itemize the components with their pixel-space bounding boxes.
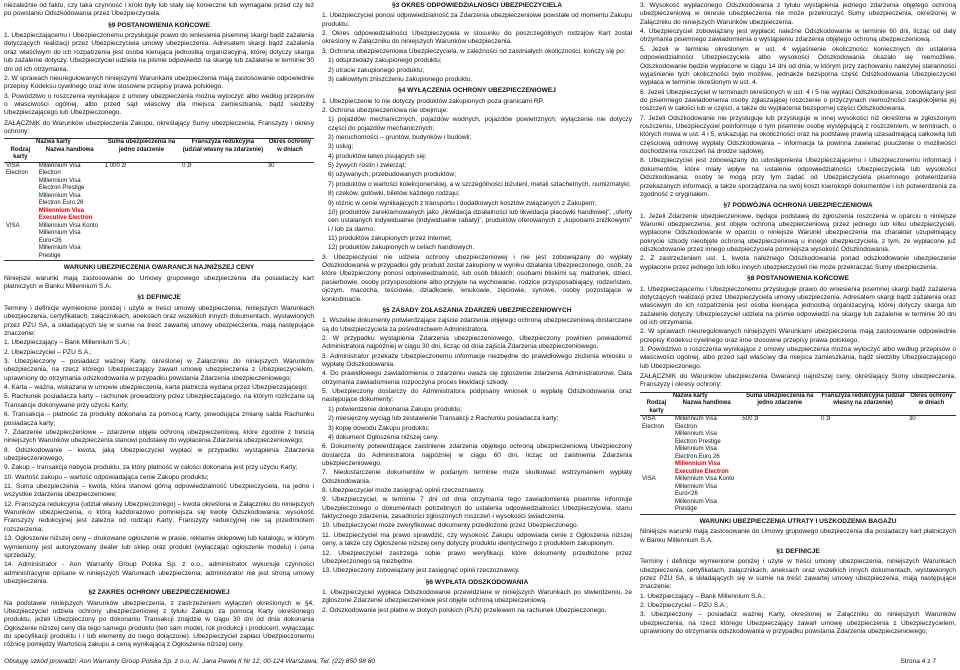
list-item: 2. Ubezpieczyciel – PZU S.A.;	[4, 348, 92, 356]
section-items	[640, 286, 956, 372]
column-left	[4, 2, 314, 651]
definitions-list	[640, 593, 956, 637]
period-cell	[907, 484, 956, 499]
list-item: 8. Ubezpieczyciel jest zobowiązany do udostępnienia Ubezpieczającemu i Ubezpieczonemu informacji i dokumentów, które miały wpływ na ustalenie odpowiedzialności Ubezpieczyciela lub wysokości Odszkodowania; osoby te mogą przy tym żądać od Ubezpieczyciela pisemnego potwierdzenia przekazanych informacji, a także sporządzania na swój koszt kserokopii dokumentów i ich potwierdzenia za zgodność z oryginałem.	[640, 157, 956, 198]
sum-cell	[103, 178, 180, 193]
card-type-cell	[4, 193, 37, 208]
table-header-franchise: Franszyza redukcyjna (udział własny na zdarzenie)	[819, 392, 907, 416]
page-footer	[4, 658, 956, 666]
list-item: 11) produktów zakupionych przez Internet;	[328, 234, 452, 242]
period-cell	[266, 208, 314, 223]
list-item: 1. Wszelkie dokumenty potwierdzające zajście zdarzenia objętego ochroną ubezpieczeniową dostarczane są do Ubezpieczyciela za pośrednictwem Administratora.	[322, 317, 632, 333]
table-header-trade: Nazwa handlowa	[37, 147, 103, 163]
list-item: 2. W sprawach nieuregulowanych niniejszymi Warunkami ubezpieczenia mają zastosowanie odpowiednie przepisy Kodeksu cywilnego oraz inne stosowne przepisy prawa polskiego.	[640, 328, 956, 344]
list-item: 1. Ubezpieczającemu i Ubezpieczonemu przysługuje prawo do wniesienia pisemnej skargi bądź zażalenia dotyczących realizacji przez Ubezpieczyciela umowy ubezpieczenia. Adresatem skargi bądź zażalenia oraz właściwym do ich rozpatrzenia jest osoba kierująca jednostką organizacyjną, której dotyczy skarga lub zażalenie dotyczy. Ubezpieczyciel udziela na piśmie odpowiedzi na skargę lub zażalenie w terminie 30 dni od ich otrzymania.	[4, 32, 314, 73]
list-item: 1. Ubezpieczyciel wypłaca Odszkodowanie przewidziane w niniejszych Warunkach po stwierdzeniu, że zgłoszone Zdarzenie ubezpieczeniowe jest objęte ochroną ubezpieczeniową.	[322, 589, 632, 605]
card-type-cell: VISA Electron	[642, 416, 665, 430]
table-header-period: Okres ochrony w dniach	[907, 392, 956, 416]
definitions-intro: Terminy i definicje wymienione poniżej i użyte w treści umowy ubezpieczenia, niniejszych Warunkach ubezpieczenia, certyfikatach, załącznikach, aneksach oraz wszelkich innych dokumentach, wystawionych przez PZU SA, a składających się w sumie na treść zawartej umowy ubezpieczenia, mają następujące znaczenie:	[4, 304, 314, 337]
list-item: 4) dokument Ogłoszenia niższej ceny.	[328, 433, 439, 441]
franchise-cell: 0 zł	[821, 416, 831, 423]
card-type-cell: VISA	[6, 222, 20, 229]
section-title: §7 PODWÓJNA OCHRONA UBEZPIECZENIOWA	[723, 202, 873, 210]
list-item: 3. Wysokość wypłaconego Odszkodowania z tytułu wystąpienia jednego zdarzenia objętego ochroną ubezpieczeniową w okresie ubezpieczenia nie może przekroczyć Sumy ubezpieczenia, określonej w Załączniku do niniejszych Warunków ubezpieczenia.	[640, 2, 956, 26]
trade-name-cell: Millennium Visa Executive Electron	[38, 207, 93, 222]
period-cell	[907, 446, 956, 461]
franchise-cell: 0 zł	[182, 162, 192, 169]
period-cell	[907, 431, 956, 446]
list-item: 2. Ubezpieczyciel – PZU S.A.;	[640, 602, 728, 610]
table-row	[640, 461, 956, 476]
trade-name-cell: Millennium Visa Electron	[38, 162, 81, 177]
franchise-cell	[180, 223, 266, 231]
section-title: §2 ZAKRES OCHRONY UBEZPIECZENIOWEJ	[88, 589, 230, 597]
period-cell	[266, 193, 314, 208]
list-item: 1. Ubezpieczający – Bank Millennium S.A.;	[4, 339, 130, 347]
list-item: 2. Odszkodowanie jest płatne w złotych polskich (PLN) przelewem na rachunek Ubezpieczonego.	[322, 606, 607, 614]
coverage-table	[4, 138, 314, 261]
list-item: 12. Franszyza redukcyjna (udział własny Ubezpieczonego) – kwota określona w Załączniku do niniejszych Warunków ubezpieczenia, o którą każdorazowo pomniejsza się kwotę Odszkodowania; wysokość Franszyzy redukcyjnej jest zależna od rodzaju Karty; Franszyzy redukcyjnej nie są przedmiotem rozszerzenia;	[4, 500, 314, 533]
period-cell	[266, 245, 314, 261]
list-item: 7. Jeżeli Odszkodowanie nie przysługuje lub przysługuje w innej wysokości niż określona w zgłoszonym roszczeniu, Ubezpieczyciel poinformuje o tym pisemnie osobę występującą z roszczeniem, w terminach, o których mowa w ust. 4 i 5, wskazując na okoliczności oraz na podstawę prawną uzasadniającą całkowitą lub częściową odmowę wypłaty Odszkodowania – informacja ta powinna zawierać pouczenie o możliwości dochodzenia roszczeń na drodze sądowej.	[640, 114, 956, 156]
franchise-cell	[819, 431, 907, 446]
card-type-cell	[640, 446, 673, 461]
trade-name-cell: Millennium Visa Prestige	[673, 499, 740, 515]
franchise-cell	[819, 484, 907, 499]
list-item: 2. Z zastrzeżeniem ust. 1, kwota należnego Odszkodowania ponad odszkodowanie ubezpieczenie wypłacone przez jednego lub kilku innych ubezpieczycieli nie może przekraczać Sumy ubezpieczenia.	[640, 255, 956, 271]
table-row	[640, 499, 956, 515]
list-item: 8. Odszkodowanie – kwota, jaką Ubezpieczyciel wypłaci w przypadku wystąpienia Zdarzenia ubezpieczeniowego;	[4, 446, 314, 462]
list-item: 10) produktów zareklamowanych jako „likwidacja działalności lub likwidacja placówki handlowej”, „oferty cen ustalanych indywidualnie (indywidualne rabaty)”, produktów oferowanych z „kuponami zniżkowymi” i / lub za darmo;	[328, 208, 632, 233]
sum-cell	[740, 476, 819, 484]
table-row	[640, 484, 956, 499]
section-items	[322, 98, 632, 304]
franchise-cell	[180, 208, 266, 223]
table-header-period: Okres ochrony w dniach	[266, 139, 314, 163]
trade-name-cell: Millennium Visa Prestige	[37, 245, 103, 261]
section-items	[640, 213, 956, 273]
list-item: 5) żywych roślin i zwierząt;	[328, 162, 407, 170]
list-item: 9. Ubezpieczyciel, w terminie 7 dni od dnia otrzymania tego zawiadomienia pisemnie informuje Ubezpieczonego o dokumentach potrzebnych do ustalenia odpowiedzialności Ubezpieczyciela, stanu faktycznego zdarzenia, zasadności zgłoszonych roszczeń i wysokości świadczenia.	[322, 496, 632, 521]
list-item: 3) kopię dowodu Zakupu produktu;	[328, 424, 430, 432]
franchise-cell	[180, 245, 266, 261]
table-row	[640, 476, 956, 484]
section-title: §8 POSTANOWIENIA KOŃCOWE	[747, 275, 849, 283]
list-item: 11. Ubezpieczyciel ma prawo sprawdzić, czy wysokość Zakupu odpowiada cenie z Ogłoszenia niższej ceny, a także czy Ogłoszenie niższej ceny dotyczy produktu identycznego z produktem zakupionym.	[322, 531, 632, 548]
sum-cell	[103, 208, 180, 223]
period-cell	[907, 476, 956, 484]
sum-cell	[103, 245, 180, 261]
table-row	[4, 245, 314, 261]
list-item: 13. Ubezpieczony zobowiązany jest zasięgnąć opinii rzeczoznawcy.	[322, 567, 520, 575]
list-item: 4. Ubezpieczyciel zobowiązany jest wypłacić należne Odszkodowanie w terminie 60 dni, licząc od daty otrzymania pisemnego zawiadomienia o wystąpieniu zdarzenia objętego ochroną ubezpieczeniową.	[640, 28, 956, 44]
card-type-cell: VISA Electron	[6, 162, 29, 177]
definitions-list	[4, 339, 314, 586]
trade-name-cell: Millennium Visa Euro<26	[38, 230, 81, 244]
scope-paragraph: Na podstawie niniejszych Warunków ubezpieczenia, z zastrzeżeniem wyłączeń określonych w §4, Ubezpieczyciel udziela ochrony ubezpieczeniowej z tytułu Zakupu za pomocą Karty określonego produktu, jeżeli Ubezpieczony po dokonaniu Transakcji znajdzie w ciągu 30 dni od dnia dokonania Ogłoszenie niższej ceny dla tego samego produktu (ten sam model, rok produkcji i producent, wyłączając do specyfikacji produktu i / lub elementy do niego dołączone). Ubezpieczyciel zapłaci Ubezpieczonemu różnicę pomiędzy Wartością zakupu a ceną wynikającą z Ogłoszenia niższej ceny.	[4, 599, 314, 649]
sum-cell	[103, 223, 180, 231]
section-title: §4 WYŁĄCZENIA OCHRONY UBEZPIECZENIOWEJ	[398, 87, 556, 95]
table-header-franchise: Franszyza redukcyjna (udział własny na zdarzenie)	[180, 139, 266, 163]
list-item: 4) produktów łatwo psujących się;	[328, 152, 427, 160]
trade-name-cell: Millennium Visa Electron Prestige	[674, 431, 721, 445]
period-cell	[266, 223, 314, 231]
table-row	[4, 223, 314, 231]
period-cell: 30	[267, 162, 275, 169]
franchise-cell	[819, 461, 907, 476]
list-item: 3. Ubezpieczony – posiadacz ważnej Karty, określonej w Załączniku do niniejszych Warunków ubezpieczenia, na rzecz którego Ubezpieczający zawarł umowę ubezpieczenia z Ubezpieczycielem, uprawniony do otrzymania odszkodowania w przypadku powstania Zdarzenia ubezpieczeniowego;	[4, 357, 314, 382]
table-row	[4, 230, 314, 245]
section-items	[640, 2, 956, 199]
list-item: 3. Powództwo o roszczenia wynikające z umowy ubezpieczenia można wytoczyć albo według przepisów o właściwości ogólnej, albo przed sąd właściwy dla miejsca zamieszkania, bądź siedziby Ubezpieczającego lub Ubezpieczonego.	[640, 346, 956, 370]
card-type-cell	[4, 245, 37, 261]
franchise-cell	[819, 499, 907, 515]
list-item: 1. Ubezpieczyciel ponosi odpowiedzialność za Zdarzenia ubezpieczeniowe powstałe od momentu Zakupu produktu.	[322, 12, 632, 28]
list-item: 2) miesięczny wyciąg lub zestawienie Transakcji z Rachunku posiadacza karty;	[328, 415, 559, 423]
table-header-type: Rodzaj karty	[4, 147, 37, 163]
trade-name-cell: Millennium Visa Electron Prestige	[38, 177, 85, 192]
list-item: 7. Zdarzenie ubezpieczeniowe – zdarzenie objęte ochroną ubezpieczeniową, które zgodnie z treścią niniejszych Warunków ubezpieczenia stanowi podstawę do wypłacenia Zdarzenia ubezpieczeniowego;	[4, 428, 314, 445]
sum-cell	[740, 461, 819, 476]
list-item: 5. Jeżeli w terminie określonym w ust. 4 wyjaśnienie okoliczności koniecznych do ustalenia odpowiedzialności Ubezpieczyciela albo wysokości Odszkodowania okazało się niemożliwe, Odszkodowanie będzie wypłacone w ciągu 14 dni od dnia, w którym przy zachowaniu należytej staranności wyjaśnienie tych okoliczności było możliwe, jednakże bezsporna część Odszkodowania Ubezpieczyciel wypłaca w terminie określonym w ust. 4.	[640, 45, 956, 87]
franchise-cell	[180, 230, 266, 245]
list-item: 7. Niedostarczenie dokumentów w podanym terminie może skutkować wstrzymaniem wypłaty Odszkodowania.	[322, 469, 632, 485]
list-item: 2) nieruchomości – gruntów, budynków i budowli;	[328, 134, 472, 142]
list-item: 1. Jeżeli Zdarzenie ubezpieczeniowe, będące podstawą do zgłoszenia roszczenia w oparciu o niniejsze Warunki ubezpieczenia, jest objęte ochroną ubezpieczeniową przez jednego lub kilku ubezpieczycieli, wypłacone Odszkodowanie w oparciu o niniejsze Warunki ubezpieczenia ma charakter uzupełniający pokrycie szkody nieobjęte ochroną ubezpieczeniową u innego ubezpieczyciela, z tym, że wypłacone już odszkodowanie przez innego ubezpieczyciela pomniejsza wysokość Odszkodowania.	[640, 212, 956, 254]
list-item: 13. Ogłoszenie niższej ceny – drukowane ogłoszenie w prasie, reklamie sklepowej lub katalogu, w którym wymieniony jest autoryzowany dealer lub sklep oraz produkt (wyłączając ogłoszenie modelu) i cena sprzedaży;	[4, 535, 314, 559]
intro-paragraph: niezależnie od faktu, czy taka czynność i kroki były lub stały się konieczne lub wymagane przed czy też po powstaniu Odszkodowania przez Ubezpieczyciela.	[4, 2, 314, 18]
section-title: WARUNKI UBEZPIECZENIA UTRATY I USZKODZENIA BAGAŻU	[699, 517, 897, 525]
list-item: 3. Administrator przekaże Ubezpieczonemu informacje niezbędne do prawidłowego złożenia wniosku o wypłatę Odszkodowania.	[322, 352, 632, 369]
table-header-sum: Suma ubezpieczenia na jedno zdarzenie	[103, 139, 180, 163]
trade-name-cell: Millennium Visa Euro<26	[674, 483, 717, 498]
section-title: §1 DEFINICJE	[137, 294, 181, 302]
list-item: 5. Rachunek posiadacza karty – rachunek prowadzony przez Ubezpieczającego, na którym rozliczane są Transakcje dokonywane przy użyciu Karty;	[4, 393, 314, 409]
list-item: 6. Transakcja – płatność za produkty dokonana za pomocą Karty, powodująca zmianę salda Rachunku posiadacza karty;	[4, 411, 314, 427]
list-item: 11. Suma ubezpieczenia – kwota, która stanowi górną odpowiedzialność Ubezpieczyciela, na jedno i wszystkie zdarzenia ubezpieczeniowe;	[4, 483, 314, 499]
table-row	[4, 178, 314, 193]
list-item: 3. Ubezpieczyciel nie udziela ochrony ubezpieczeniowej i nie jest zobowiązany do wypłaty Odszkodowania w przypadku gdy produkt został zakupiony w wyniku działania Ubezpieczonego, osób, za które Ubezpieczony ponosi odpowiedzialność, lub osób bliskich; osobami bliskimi są: małżonek, dzieci, pasierbowie, osoby przysposobione albo przyjęte na wychowanie, rodzice przysposabiający, rodzeństwo, ojczym, macocha, teściowie, dziadkowie, wnukowie, zięciowie, synowe, osoby pozostające w konkubinacie.	[322, 253, 632, 303]
card-type-cell	[640, 484, 673, 499]
sum-cell	[740, 484, 819, 499]
list-item: 10. Wartość zakupu – wartość odpowiadająca cenie Zakupu produktu;	[4, 473, 209, 481]
list-item: 3) usług;	[328, 143, 354, 151]
page-number: Strona 4 z 7	[900, 658, 936, 665]
trade-name-cell: Millennium Visa Konto	[674, 476, 735, 483]
list-item: 1. Ubezpieczający – Bank Millennium S.A.;	[640, 592, 766, 600]
list-item: 1. Ubezpieczenie to nie dotyczy produktów zakupionych poza granicami RP.	[322, 97, 544, 105]
column-right	[640, 2, 956, 637]
card-type-cell	[640, 431, 673, 446]
section-items	[322, 589, 632, 615]
intro-paragraph: Niniejsze warunki mają zastosowanie do Umowy grupowego ubezpieczenia dla posiadaczy kart płatniczych w Banku Millennium S.A.	[4, 274, 314, 291]
list-item: 12. Ubezpieczyciel zastrzega sobie prawo weryfikacji, które dokumenty przedłożone przez Ubezpieczonego są niezbędne.	[322, 549, 632, 565]
card-type-cell	[640, 499, 673, 515]
section-title: §6 WYPŁATA ODSZKODOWANIA	[425, 578, 529, 586]
section-title: §3 OKRES ODPOWIEDZIALNOŚCI UBEZPIECZYCIELA	[392, 2, 562, 9]
franchise-cell	[819, 476, 907, 484]
table-row	[4, 208, 314, 223]
list-item: 3. Powództwo o roszczenia wynikające z umowy ubezpieczenia można wytoczyć albo według przepisów o właściwości ogólnej, albo przed sąd właściwy dla miejsca zamieszkania, bądź siedziby Ubezpieczającego lub Ubezpieczonego.	[4, 92, 314, 117]
franchise-cell	[180, 193, 266, 208]
table-row	[640, 446, 956, 461]
period-cell	[907, 461, 956, 476]
list-item: 6. Jeżeli Ubezpieczyciel w terminach określonych w ust. 4 i 5 nie wypłaci Odszkodowania, zobowiązany jest do pisemnego zawiadomienia osoby zgłaszającej roszczenie o przyczynach niemożności zaspokojenia jej roszczeń w całości lub w części, a także do wypłacenia bezspornej części Odszkodowania.	[640, 88, 956, 113]
table-row	[640, 431, 956, 446]
list-item: 5. Ubezpieczony dostarczy do Administratora podpisany wniosek o wypłatę Odszkodowania oraz następujące dokumenty:	[322, 388, 632, 404]
list-item: 3. Ochrona ubezpieczeniowa Ubezpieczyciela, w zależności od zaistniałych okoliczności, kończy się po:	[322, 47, 626, 55]
period-cell	[266, 178, 314, 193]
trade-name-cell: Millennium Visa Executive Electron	[674, 461, 729, 475]
sum-cell: 1 000 zł	[104, 162, 126, 169]
list-item: 1) odsprzedaży zakupionego produktu;	[328, 57, 442, 65]
period-cell	[907, 499, 956, 515]
footer-claims-info: Obsługę szkód prowadzi: Aon Warranty Group Polska Sp. z o.o, Al. Jana Pawła II Nr 12, 00-124 Warszawa, Tel. (22) 850 98 80	[4, 658, 376, 665]
trade-name-cell: Millennium Visa Konto	[38, 222, 98, 229]
table-row	[4, 162, 314, 178]
list-item: 1) pojazdów mechanicznych, pojazdów wodnych, pojazdów powietrznych; wyłączenie nie dotyczy części do pojazdów mechanicznych;	[328, 116, 632, 132]
annex-text: ZAŁĄCZNIK do Warunków ubezpieczenia Gwarancji najniższej ceny, określający Sumy ubezpieczenia, Franszyzy i okresy ochrony:	[640, 373, 956, 389]
sum-cell	[740, 446, 819, 461]
card-type-cell: VISA	[642, 476, 656, 483]
list-item: 2. Ochrona ubezpieczeniowa nie obejmuje:	[322, 106, 449, 114]
list-item: 8. Ubezpieczyciel może zasięgnąć opinii rzeczoznawcy.	[322, 487, 485, 495]
list-item: 2. Okres odpowiedzialności Ubezpieczyciela w stosunku do poszczególnych rodzajów Kart został określony w Załączniku do niniejszych Warunków ubezpieczenia.	[322, 30, 632, 46]
annex-text: ZAŁĄCZNIK do Warunków ubezpieczenia Zakupu, określający Sumy ubezpieczenia, Franszyzy i okresy ochrony:	[4, 119, 314, 136]
sum-cell	[103, 193, 180, 208]
section-title: §5 ZASADY ZGŁASZANIA ZDARZEŃ UBEZPIECZENIOWYCH	[382, 306, 572, 314]
list-item: 2. W sprawach nieuregulowanych niniejszymi Warunkami ubezpieczenia mają zastosowanie odpowiednie przepisy Kodeksu cywilnego oraz inne stosowne przepisy prawa polskiego.	[4, 74, 314, 91]
definitions-intro: Terminy i definicje wymienione poniżej i użyte w treści umowy ubezpieczenia, niniejszych Warunkach ubezpieczenia, certyfikatach, załącznikach, aneksach oraz wszelkich innych dokumentach, wystawionych przez PZU SA, a składających się w sumie na treść zawartej umowy ubezpieczenia, mają następujące znaczenie:	[640, 558, 956, 591]
intro-paragraph: Niniejsze warunki mają zastosowanie do Umowy grupowego ubezpieczenia dla posiadaczy kart płatniczych w Banku Millennium S.A.	[640, 528, 956, 544]
table-header-cards: Nazwa karty	[640, 392, 740, 400]
list-item: 12) produktów zakupionych w celach handlowych.	[328, 244, 475, 252]
list-item: 3. Ubezpieczony – posiadacz ważnej Karty, określonej w Załączniku do niniejszych Warunków ubezpieczenia, na rzecz którego Ubezpieczający zawarł umowę ubezpieczenia z Ubezpieczycielem, uprawniony do otrzymania odszkodowania w przypadku powstania Zdarzenia ubezpieczeniowego;	[640, 611, 956, 636]
coverage-table	[640, 392, 956, 515]
period-cell: 30	[908, 416, 916, 423]
list-item: 2. W przypadku wystąpienia Zdarzenia ubezpieczeniowego, Ubezpieczony powinien powiadomić Administratora najpóźniej w ciągu 30 dni, licząc od dnia zajścia Zdarzenia ubezpieczeniowego.	[322, 334, 632, 351]
list-item: 7) produktów o wartości kolekcjonerskiej, a w szczególności biżuterii, metali szlachetnych, numizmatyki;	[328, 180, 631, 188]
list-item: 2) utracie zakupionego produktu;	[328, 66, 425, 74]
table-header-type: Rodzaj karty	[640, 400, 673, 416]
table-header-sum: Suma ubezpieczenia na jedno zdarzenie	[740, 392, 819, 416]
trade-name-cell: Millennium Visa Electron	[674, 416, 717, 430]
trade-name-cell: Millennium Visa Electron Euro 26	[38, 192, 84, 207]
sum-cell	[740, 499, 819, 515]
list-item: 8) czeków, gotówki, biletów każdego rodzaju;	[328, 190, 460, 198]
table-row	[640, 416, 956, 432]
table-header-trade: Nazwa handlowa	[673, 400, 740, 416]
card-type-cell	[4, 230, 37, 245]
section-items	[4, 32, 314, 118]
table-header-cards: Nazwa karty	[4, 139, 103, 147]
list-item: 6) używanych, przebudowanych produktów;	[328, 171, 456, 179]
column-middle	[322, 2, 632, 616]
period-cell	[266, 230, 314, 245]
list-item: 9. Zakup – transakcja nabycia produktu, za który płatność w całości dokonana jest przy użyciu Karty;	[4, 464, 298, 472]
list-item: 4. Do prawidłowego zawiadomienia o zdarzeniu uważa się zgłoszenie zdarzenia Administratorowi. Data otrzymania zawiadomienia rozpoczyna proces likwidacji szkody.	[322, 370, 632, 386]
list-item: 9) różnic w cenie wynikających z transportu i dodatkowych kosztów związanych z Zakupem;	[328, 199, 597, 207]
section-title: WARUNKI UBEZPIECZENIA GWARANCJI NAJNIŻSZEJ CENY	[63, 264, 255, 272]
list-item: 10. Ubezpieczyciel może zweryfikować dokumenty przedłożone przez Ubezpieczonego.	[322, 522, 579, 530]
table-row	[4, 193, 314, 208]
card-type-cell	[4, 208, 37, 223]
sum-cell	[740, 431, 819, 446]
list-item: 1. Ubezpieczającemu i Ubezpieczonemu przysługuje prawo do wniesienia pisemnej skargi bądź zażalenia dotyczących realizacji przez Ubezpieczyciela umowy ubezpieczenia. Adresatem skargi bądź zażalenia oraz właściwym do ich rozpatrzenia jest osoba kierująca jednostką organizacyjną, której dotyczy skarga lub zażalenie dotyczy. Ubezpieczyciel udziela na piśmie odpowiedzi na skargę lub zażalenie w terminie 30 dni od ich otrzymania.	[640, 285, 956, 326]
list-item: 6. Dokumenty potwierdzające zaistnienie zdarzenia objętego ochroną ubezpieczeniową Ubezpieczony dostarcza do Administratora najpóźniej w ciągu 60 dni, licząc od zaistnienia Zdarzenia ubezpieczeniowego.	[322, 443, 632, 467]
list-item: 4. Karta – ważna, wskazana w umowie ubezpieczenia, karta płatnicza wydana przez Ubezpieczającego;	[4, 384, 308, 392]
card-type-cell	[4, 178, 37, 193]
sum-cell	[103, 230, 180, 245]
card-type-cell	[640, 461, 673, 476]
list-item: 14. Administrator - Aon Warranty Group Polska Sp. z o.o., administrator wykonuje czynności administracyjne opisane w niniejszych Warunkach ubezpieczenia; administrator nie jest stroną umowy ubezpieczenia.	[4, 561, 314, 585]
sum-cell: 500 zł	[742, 416, 759, 423]
section-items	[322, 317, 632, 575]
list-item: 3) całkowitym zniszczeniu zakupionego produktu.	[328, 75, 473, 83]
list-item: 1) potwierdzenie dokonania Zakupu produktu;	[328, 405, 462, 413]
franchise-cell	[180, 178, 266, 193]
section-title: §9 POSTANOWIENIA KOŃCOWE	[108, 21, 210, 29]
section-title: §1 DEFINICJE	[776, 547, 820, 555]
trade-name-cell: Millennium Visa Electron Euro 26	[674, 446, 720, 460]
section-items	[322, 12, 632, 84]
franchise-cell	[819, 446, 907, 461]
